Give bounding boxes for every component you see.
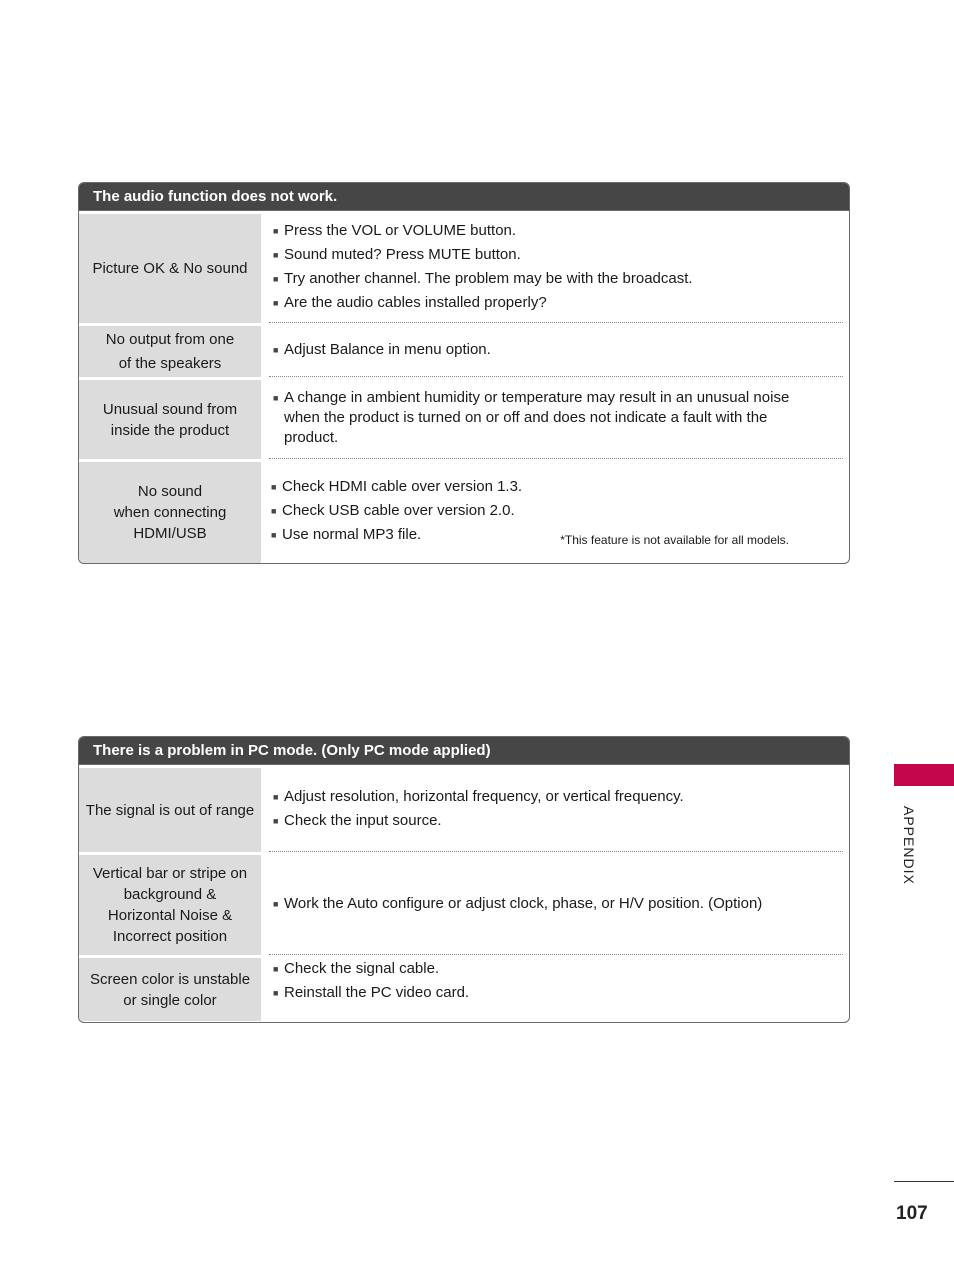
pc-troubleshooting-table	[78, 736, 850, 1023]
row-content	[261, 852, 849, 955]
appendix-side-label: APPENDIX	[901, 806, 917, 885]
square-bullet-icon: ■	[273, 274, 279, 284]
square-bullet-icon: ■	[273, 345, 279, 355]
row-content	[261, 323, 849, 377]
list-item: ■ Are the audio cables installed properly?	[273, 291, 841, 315]
list-item: ■ Adjust resolution, horizontal frequency, or vertical frequency.	[273, 785, 841, 809]
list-item: ■ Check the signal cable.	[273, 957, 841, 981]
list-item: ■ Use normal MP3 file.	[271, 523, 841, 547]
list-item: ■ Sound muted? Press MUTE button.	[273, 243, 841, 267]
square-bullet-icon: ■	[273, 964, 279, 974]
square-bullet-icon: ■	[273, 791, 279, 802]
row-label-text: Picture OK & No sound	[92, 260, 248, 277]
row-label: Unusual sound from inside the product	[79, 380, 261, 459]
square-bullet-icon: ■	[273, 298, 279, 308]
list-item: ■ Press the VOL or VOLUME button.	[273, 219, 841, 243]
list-item: ■ Check HDMI cable over version 1.3.	[271, 475, 841, 499]
table-row	[79, 211, 849, 323]
row-label: Screen color is unstable or single color	[79, 958, 261, 1021]
row-content	[261, 955, 849, 1021]
row-label	[79, 214, 261, 323]
table-row	[79, 377, 849, 459]
page-number-rule	[894, 1181, 954, 1182]
row-label: No output from one of the speakers	[79, 326, 261, 377]
list-item: ■ Adjust Balance in menu option.	[273, 338, 841, 362]
square-bullet-icon: ■	[273, 815, 279, 826]
square-bullet-icon: ■	[273, 988, 279, 998]
table-row	[79, 852, 849, 955]
square-bullet-icon: ■	[271, 506, 277, 516]
row-content	[261, 765, 849, 852]
audio-troubleshooting-table	[78, 182, 850, 564]
square-bullet-icon: ■	[273, 393, 279, 403]
table-row	[79, 323, 849, 377]
square-bullet-icon: ■	[271, 482, 277, 492]
pc-section-title: There is a problem in PC mode. (Only PC mode applied)	[79, 737, 849, 765]
page-number: 107	[896, 1203, 928, 1224]
row-label: The signal is out of range	[79, 768, 261, 852]
list-item: ■ Check the input source.	[273, 809, 841, 833]
row-content	[261, 459, 849, 563]
row-label: Vertical bar or stripe on background & Horizontal Noise & Incorrect position	[79, 855, 261, 955]
square-bullet-icon: ■	[271, 530, 277, 540]
row-label: No sound when connecting HDMI/USB	[79, 462, 261, 563]
square-bullet-icon: ■	[273, 250, 279, 260]
audio-section-title: The audio function does not work.	[79, 183, 849, 211]
availability-note: *This feature is not available for all models.	[560, 533, 789, 547]
square-bullet-icon: ■	[273, 226, 279, 236]
table-row	[79, 765, 849, 852]
table-row	[79, 459, 849, 563]
table-row	[79, 955, 849, 1021]
list-item: ■ Reinstall the PC video card.	[273, 981, 841, 1005]
list-item: ■ Check USB cable over version 2.0.	[271, 499, 841, 523]
row-content	[261, 377, 849, 459]
list-item: ■ Try another channel. The problem may be with the broadcast.	[273, 267, 841, 291]
row-content	[261, 211, 849, 323]
list-item: ■ A change in ambient humidity or temperature may result in an unusual noise when the product is turned on or off and does not indicate a fault with the product.	[273, 389, 790, 446]
square-bullet-icon: ■	[273, 898, 279, 909]
appendix-tab-marker	[894, 764, 954, 786]
list-item: ■ Work the Auto configure or adjust clock, phase, or H/V position. (Option)	[273, 892, 841, 916]
